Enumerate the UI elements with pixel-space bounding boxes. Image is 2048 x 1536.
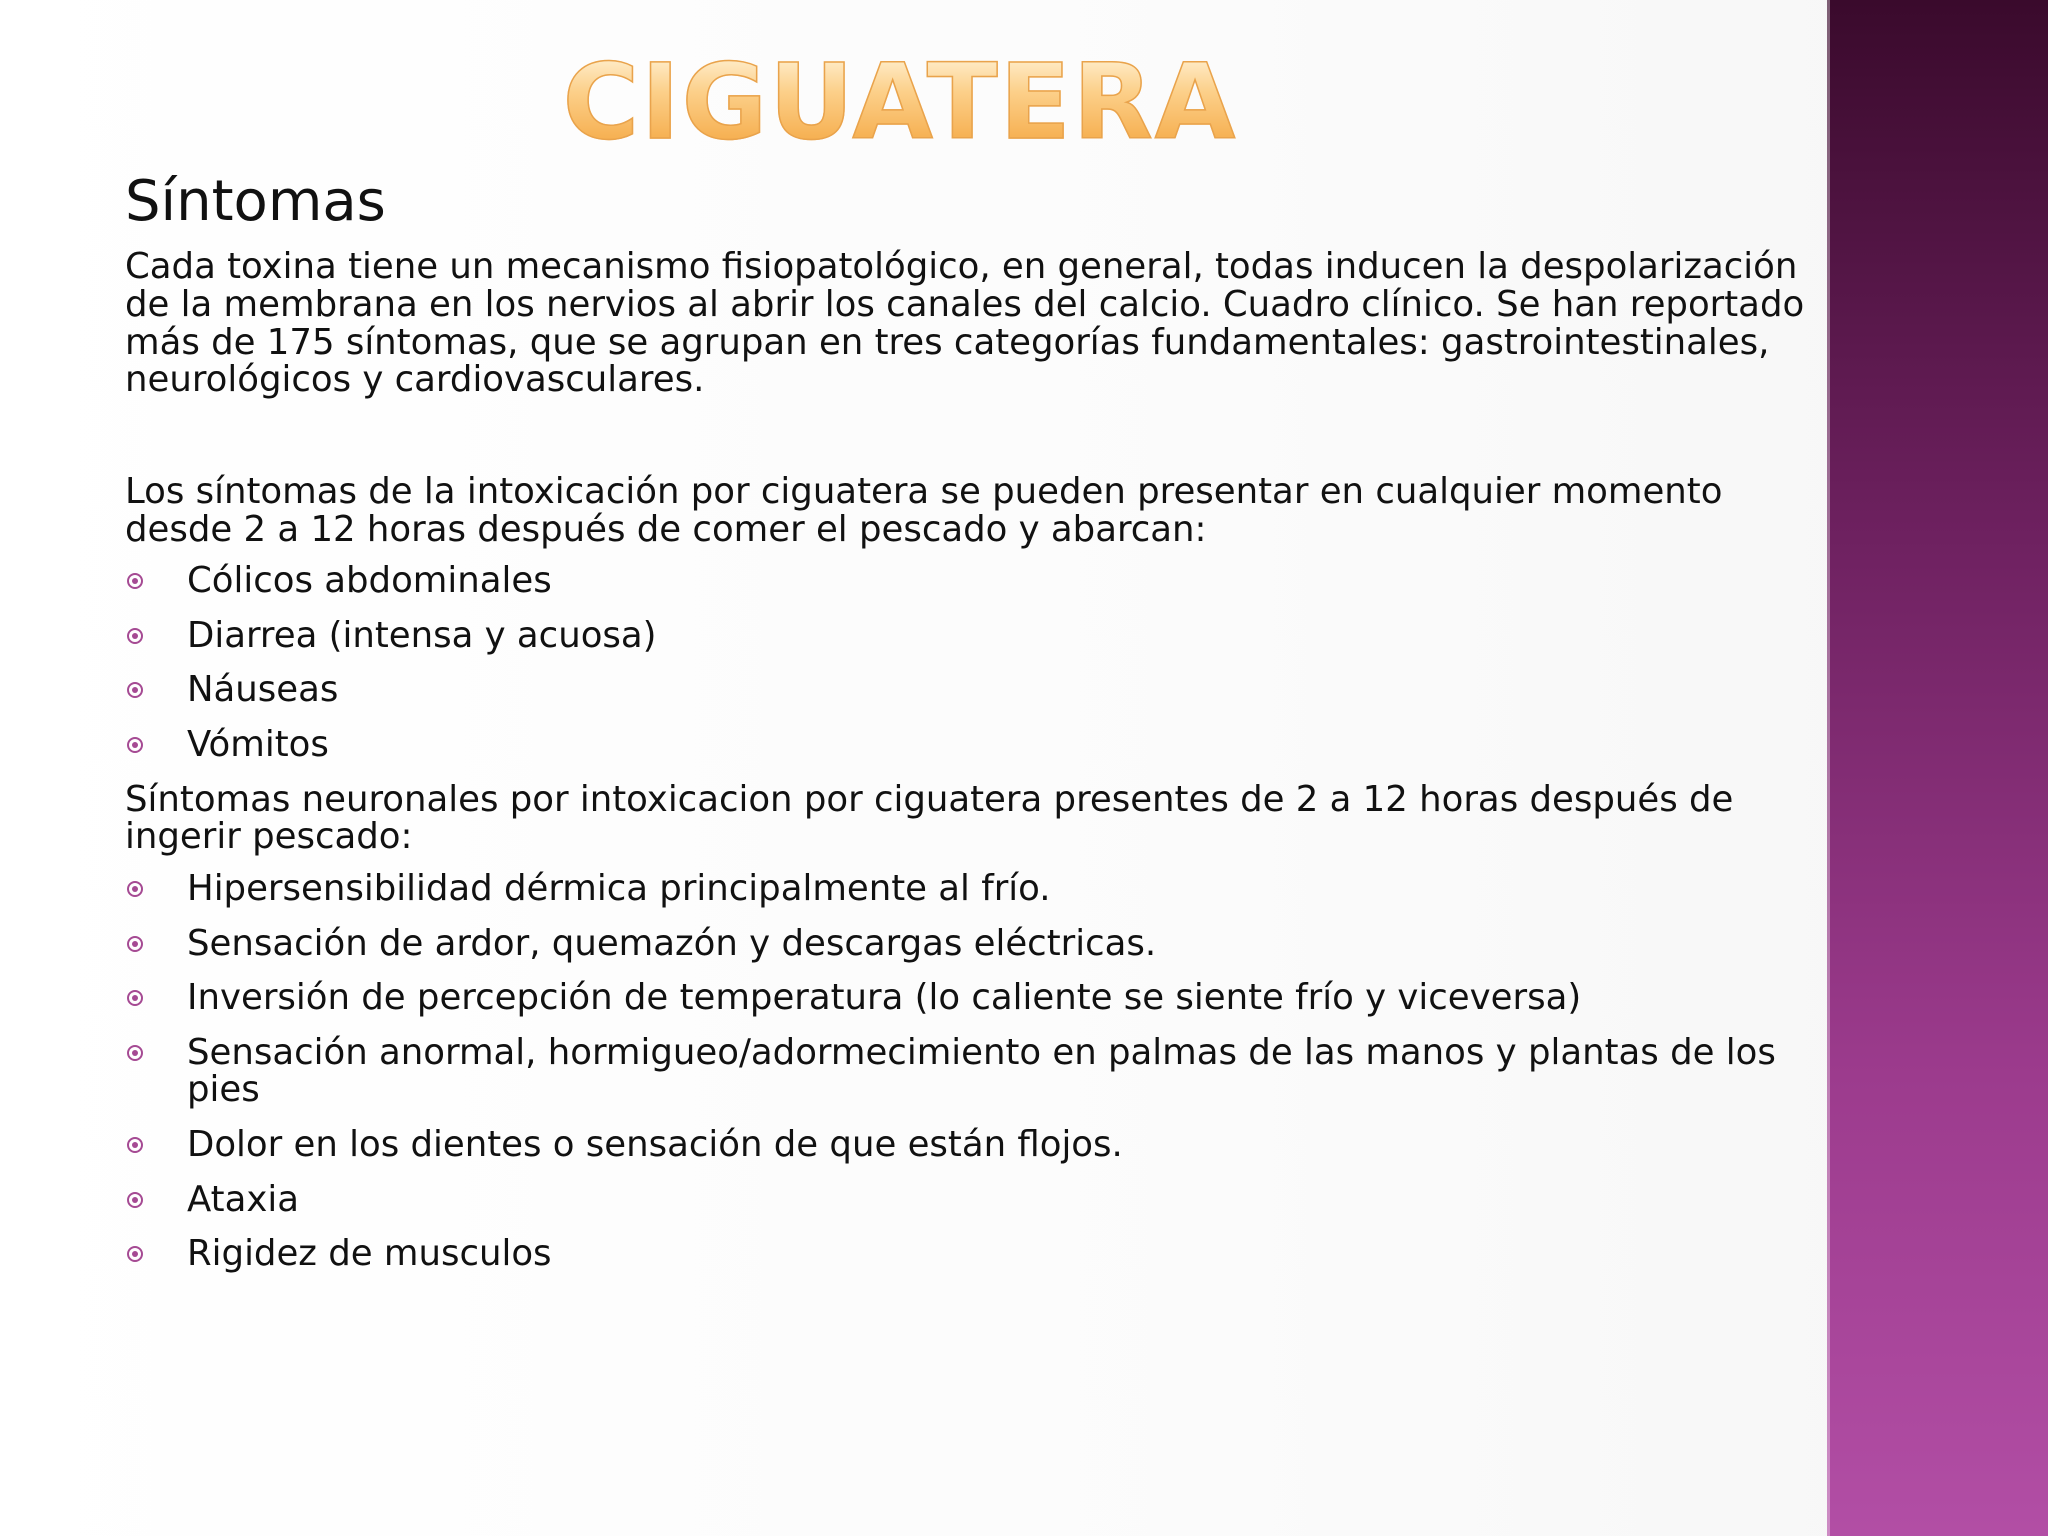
- side-decorative-bar: [1827, 0, 2048, 1536]
- section-heading: Síntomas: [125, 169, 386, 234]
- intro-paragraph: [125, 248, 1825, 399]
- list-item-text: Rigidez de musculos: [187, 1233, 552, 1275]
- list-item-text: Sensación anormal, hormigueo/adormecimiento en palmas de las manos y plantas de los pies: [187, 1031, 1776, 1111]
- list-item-text: Ataxia: [187, 1178, 299, 1220]
- list-item: [125, 562, 1825, 600]
- circled-dot-icon: [127, 737, 143, 753]
- circled-dot-icon: [127, 990, 143, 1006]
- list-item-text: Cólicos abdominales: [187, 560, 552, 602]
- circled-dot-icon: [127, 682, 143, 698]
- list-item-text: Dolor en los dientes o sensación de que están flojos.: [187, 1124, 1123, 1166]
- slide-title: CIGUATERA: [0, 50, 1800, 154]
- list-item: [125, 614, 1825, 656]
- circled-dot-icon: [127, 936, 143, 952]
- circled-dot-icon: [127, 573, 143, 589]
- neuro-symptom-list: [125, 867, 1825, 1275]
- gastro-intro-paragraph: [125, 470, 1825, 550]
- neuro-intro-line: Síntomas neuronales por intoxicacion por ciguatera presentes de 2 a 12 horas después de: [125, 778, 1734, 820]
- intro-line: neurológicos y cardiovasculares.: [125, 359, 705, 401]
- list-item-text: Inversión de percepción de temperatura (lo caliente se siente frío y viceversa): [187, 977, 1582, 1019]
- intro-line: de la membrana en los nervios al abrir los canales del calcio. Cuadro clínico. Se han reportado: [125, 284, 1805, 326]
- list-item-text: Sensación de ardor, quemazón y descargas eléctricas.: [187, 922, 1157, 964]
- circled-dot-icon: [127, 628, 143, 644]
- list-item-text: Vómitos: [187, 724, 329, 766]
- circled-dot-icon: [127, 1192, 143, 1208]
- list-item: [125, 979, 1825, 1017]
- circled-dot-icon: [127, 1246, 143, 1262]
- gastro-intro-line: Los síntomas de la intoxicación por ciguatera se pueden presentar en cualquier momento: [125, 470, 1723, 512]
- list-item: [125, 1235, 1825, 1273]
- list-item-text: Náuseas: [187, 669, 339, 711]
- list-item-text: Diarrea (intensa y acuosa): [187, 614, 657, 656]
- neuro-intro-paragraph: [125, 778, 1825, 858]
- list-item: [125, 867, 1825, 909]
- gastro-intro-line: desde 2 a 12 horas después de comer el pescado y abarcan:: [125, 508, 1207, 550]
- circled-dot-icon: [127, 1137, 143, 1153]
- list-item: [125, 922, 1825, 964]
- slide-body: [125, 170, 1825, 1290]
- circled-dot-icon: [127, 881, 143, 897]
- list-item-text: Hipersensibilidad dérmica principalmente al frío.: [187, 867, 1051, 909]
- list-item: [125, 1031, 1825, 1111]
- gastro-symptom-list: [125, 562, 1825, 764]
- list-item: [125, 726, 1825, 764]
- circled-dot-icon: [127, 1045, 143, 1061]
- list-item: [125, 671, 1825, 709]
- list-item: [125, 1126, 1825, 1164]
- neuro-intro-line: ingerir pescado:: [125, 816, 413, 858]
- intro-line: Cada toxina tiene un mecanismo fisiopatológico, en general, todas inducen la despolarización: [125, 246, 1798, 288]
- list-item: [125, 1178, 1825, 1220]
- intro-line: más de 175 síntomas, que se agrupan en tres categorías fundamentales: gastrointestinales,: [125, 321, 1770, 363]
